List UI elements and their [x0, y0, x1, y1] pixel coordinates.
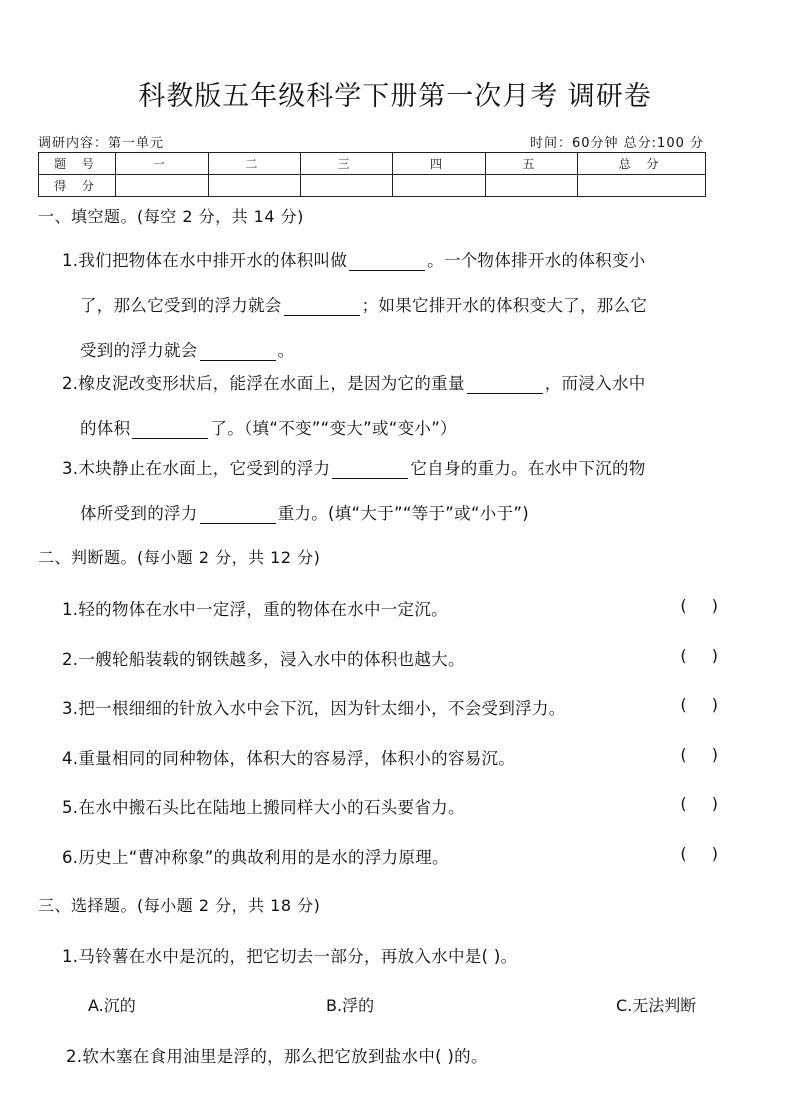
judge-question-2: 2.一艘轮船装载的钢铁越多，浸入水中的体积也越大。 [62, 650, 465, 669]
fill-question-3 [62, 459, 754, 524]
score-table-score-row [39, 175, 706, 197]
score-entry-cell[interactable] [486, 175, 578, 197]
answer-parentheses[interactable]: ( ) [680, 596, 728, 615]
judge-question-3: 3.把一根细细的针放入水中会下沉，因为针太细小，不会受到浮力。 [62, 699, 566, 718]
answer-blank[interactable] [200, 342, 276, 361]
question-text: 。一个物体排开水的体积变小 [427, 251, 646, 270]
choice-option-b[interactable]: B.浮的 [326, 996, 375, 1015]
judge-question-4: 4.重量相同的同种物体，体积大的容易浮，体积小的容易沉。 [62, 749, 516, 768]
score-header-cell: 二 [209, 153, 301, 175]
question-text: 2.橡皮泥改变形状后，能浮在水面上，是因为它的重量 [62, 374, 465, 393]
answer-blank[interactable] [132, 420, 208, 439]
exam-title: 科教版五年级科学下册第一次月考 调研卷 [138, 81, 652, 112]
section1-heading: 一、填空题。(每空 2 分，共 14 分) [38, 207, 304, 226]
section2-heading: 二、判断题。(每小题 2 分，共 12 分) [38, 548, 321, 567]
score-entry-cell[interactable] [578, 175, 706, 197]
answer-parentheses[interactable]: ( ) [680, 745, 728, 764]
answer-blank[interactable] [332, 460, 408, 479]
answer-parentheses[interactable]: ( ) [680, 695, 728, 714]
score-entry-cell[interactable] [393, 175, 486, 197]
fill-question-2 [62, 374, 754, 439]
question-text: 了。（填“不变”“变大”或“变小”） [210, 419, 457, 438]
fill-question-1 [62, 251, 754, 361]
answer-blank[interactable] [349, 252, 425, 271]
score-header-cell: 三 [301, 153, 393, 175]
question-text: ，而浸入水中 [544, 374, 646, 393]
choice-option-a[interactable]: A.沉的 [88, 996, 136, 1015]
exam-time-label: 时间：60分钟 总分:100 分 [530, 136, 704, 151]
question-text: 的体积 [80, 419, 131, 438]
score-table [38, 152, 706, 197]
question-text: 了，那么它受到的浮力就会 [80, 296, 282, 315]
question-text: 3.木块静止在水面上，它受到的浮力 [62, 459, 331, 478]
answer-parentheses[interactable]: ( ) [680, 844, 728, 863]
answer-blank[interactable] [284, 297, 360, 316]
answer-blank[interactable] [467, 375, 543, 394]
question-text: 体所受到的浮力 [80, 504, 198, 523]
score-header-cell: 四 [393, 153, 486, 175]
question-text: 1.我们把物体在水中排开水的体积叫做 [62, 251, 348, 270]
choice-question-2: 2.软木塞在食用油里是浮的，那么把它放到盐水中( )的。 [66, 1047, 488, 1066]
question-text: 重力。(填“大于”“等于”或“小于”) [277, 504, 529, 523]
exam-content-label: 调研内容：第一单元 [38, 136, 165, 151]
score-entry-cell[interactable] [116, 175, 209, 197]
choice-option-c[interactable]: C.无法判断 [616, 996, 697, 1015]
answer-blank[interactable] [200, 505, 276, 524]
answer-parentheses[interactable]: ( ) [680, 646, 728, 665]
question-text: 。 [277, 341, 295, 360]
judge-question-5: 5.在水中搬石头比在陆地上搬同样大小的石头要省力。 [62, 798, 465, 817]
score-header-cell: 五 [486, 153, 578, 175]
section3-heading: 三、选择题。(每小题 2 分，共 18 分) [38, 896, 321, 915]
choice-question-1: 1.马铃薯在水中是沉的，把它切去一部分，再放入水中是( )。 [62, 947, 518, 966]
judge-question-6: 6.历史上“曹冲称象”的典故利用的是水的浮力原理。 [62, 848, 449, 867]
question-text: 受到的浮力就会 [80, 341, 198, 360]
score-entry-cell[interactable] [209, 175, 301, 197]
score-header-cell: 总 分 [578, 153, 706, 175]
score-header-cell: 题 号 [39, 153, 116, 175]
question-text: ；如果它排开水的体积变大了，那么它 [361, 296, 648, 315]
score-table-header-row [39, 153, 706, 175]
score-header-cell: 一 [116, 153, 209, 175]
score-entry-cell[interactable] [301, 175, 393, 197]
judge-question-1: 1.轻的物体在水中一定浮，重的物体在水中一定沉。 [62, 600, 448, 619]
score-row-label: 得 分 [39, 175, 116, 197]
answer-parentheses[interactable]: ( ) [680, 794, 728, 813]
question-text: 它自身的重力。在水中下沉的物 [410, 459, 646, 478]
